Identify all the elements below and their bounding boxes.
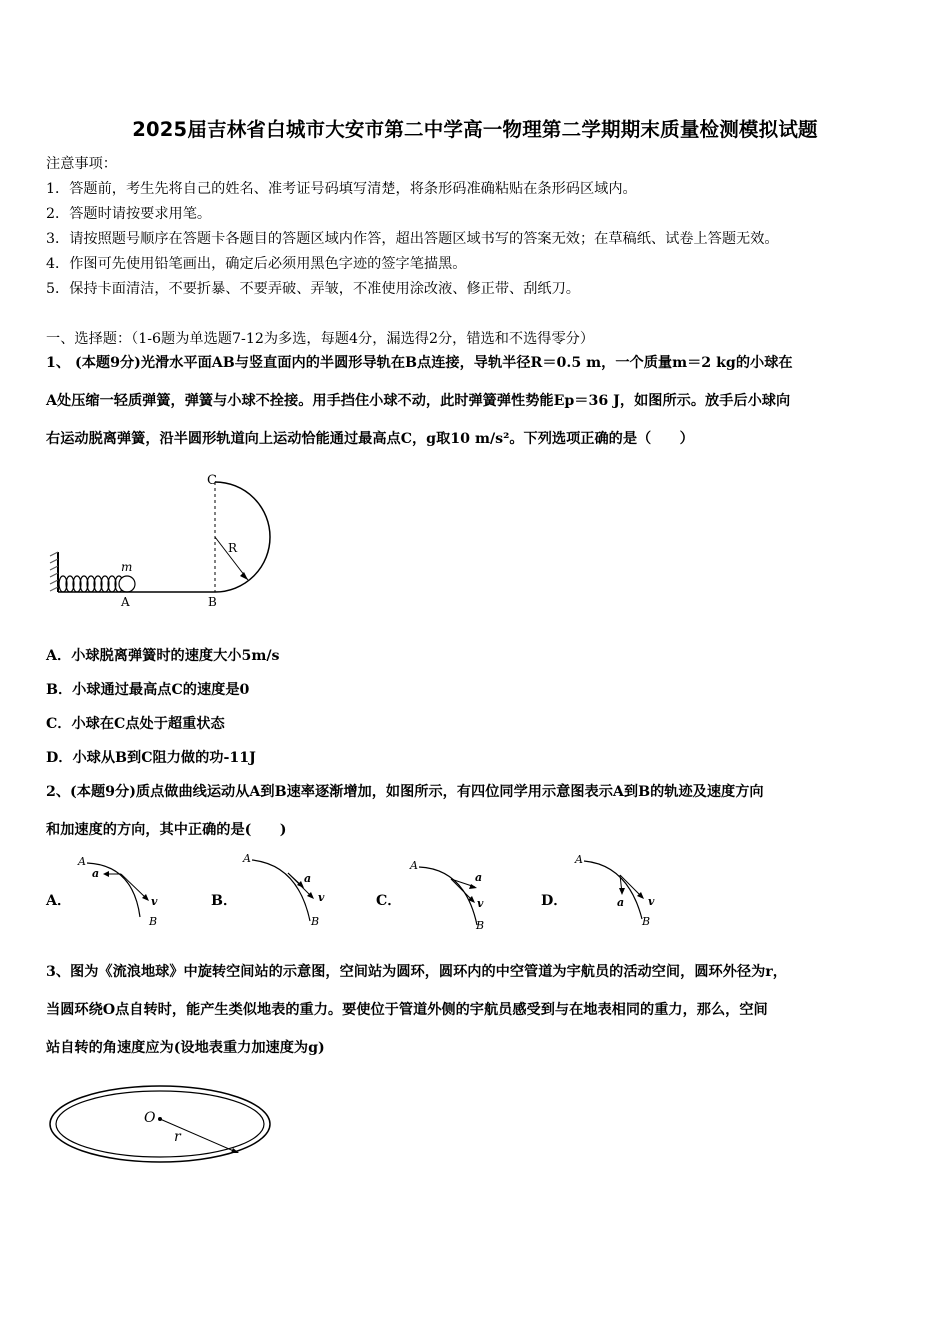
q1-line-3: 右运动脱离弹簧，沿半圆形轨道向上运动恰能通过最高点C，g取10 m/s²。下列选项正确的是（ ） [46,431,694,447]
q1-option-d[interactable]: D．小球从B到C阻力做的功-11J [46,750,256,766]
label-a: A [121,595,130,609]
notice-item-4: 4．作图可先使用铅笔画出，确定后必须用黑色字迹的签字笔描黑。 [46,256,467,272]
acc-label: a [475,871,483,884]
q2-figure-a[interactable] [75,853,175,933]
q2-choice-c-label[interactable]: C． [376,893,402,909]
q2-choice-a-label[interactable]: A． [46,893,72,909]
page-title: 2025届吉林省白城市大安市第二中学高一物理第二学期期末质量检测模拟试题 [132,118,818,141]
point-b: B [476,919,485,932]
q3-line-3: 站自转的角速度应为(设地表重力加速度为g) [46,1040,325,1056]
q2-choice-d-label[interactable]: D． [541,893,568,909]
point-b: B [149,915,158,928]
ball [119,576,135,592]
notice-item-1: 1．答题前，考生先将自己的姓名、准考证号码填写清楚，将条形码准确粘贴在条形码区域内。 [46,181,637,197]
section-heading: 一、选择题：（1-6题为单选题7-12为多选，每题4分，漏选得2分，错选和不选得零分） [46,331,595,347]
notice-item-5: 5．保持卡面清洁，不要折暴、不要弄破、弄皱，不准使用涂改液、修正带、刮纸刀。 [46,281,580,297]
spring [59,576,123,592]
point-a: A [243,853,251,865]
label-c: C [207,473,217,488]
label-b: B [208,595,217,609]
vel-label: v [151,895,158,908]
label-r: R [228,541,238,555]
q3-line-2: 当圆环绕O点自转时，能产生类似地表的重力。要使位于管道外侧的宇航员感受到与在地表相同的重力，那么，空间 [46,1002,768,1018]
q2-figure-b[interactable] [240,853,340,933]
q1-figure [44,470,284,615]
q1-line-2: A处压缩一轻质弹簧，弹簧与小球不拴接。用手挡住小球不动，此时弹簧弹性势能Ep＝36 J，如图所示。放手后小球向 [46,393,791,409]
q3-figure [46,1082,278,1172]
q3-line-1: 3、图为《流浪地球》中旋转空间站的示意图，空间站为圆环，圆环内的中空管道为宇航员的活动空间，圆环外径为r， [46,964,787,980]
q1-line-1: 1、 (本题9分)光滑水平面AB与竖直面内的半圆形导轨在B点连接，导轨半径R＝0.5 m，一个质量m＝2 kg的小球在 [46,355,793,371]
point-a: A [410,859,418,872]
q2-choice-b-label[interactable]: B． [211,893,238,909]
q1-option-a[interactable]: A．小球脱离弹簧时的速度大小5m/s [46,648,280,664]
q1-option-b[interactable]: B．小球通过最高点C的速度是0 [46,682,250,698]
q2-line-1: 2、(本题9分)质点做曲线运动从A到B速率逐渐增加，如图所示，有四位同学用示意图表示A到B的轨迹及速度方向 [46,784,764,800]
acc-label: a [617,896,625,909]
radius-arrow [160,1119,236,1152]
ring-outer [50,1086,270,1162]
point-a: A [575,853,583,866]
point-b: B [311,915,320,928]
q2-figure-c[interactable] [405,855,505,935]
label-m: m [121,560,133,574]
vel-label: v [477,897,484,910]
acc-label: a [92,867,100,880]
vel-label: v [318,891,325,904]
label-r: r [174,1129,181,1145]
vel-label: v [648,895,655,908]
q2-line-2: 和加速度的方向，其中正确的是( ) [46,822,287,838]
notice-item-3: 3．请按照题号顺序在答题卡各题目的答题区域内作答，超出答题区域书写的答案无效；在草稿纸、试卷上答题无效。 [46,231,779,247]
ring-inner [56,1091,264,1157]
label-o: O [144,1110,156,1126]
acc-label: a [304,872,312,885]
point-a: A [78,855,86,868]
notice-item-2: 2．答题时请按要求用笔。 [46,206,212,222]
notice-heading: 注意事项： [46,156,117,172]
point-b: B [642,915,651,928]
q1-option-c[interactable]: C．小球在C点处于超重状态 [46,716,225,732]
q2-figure-d[interactable] [570,853,670,933]
